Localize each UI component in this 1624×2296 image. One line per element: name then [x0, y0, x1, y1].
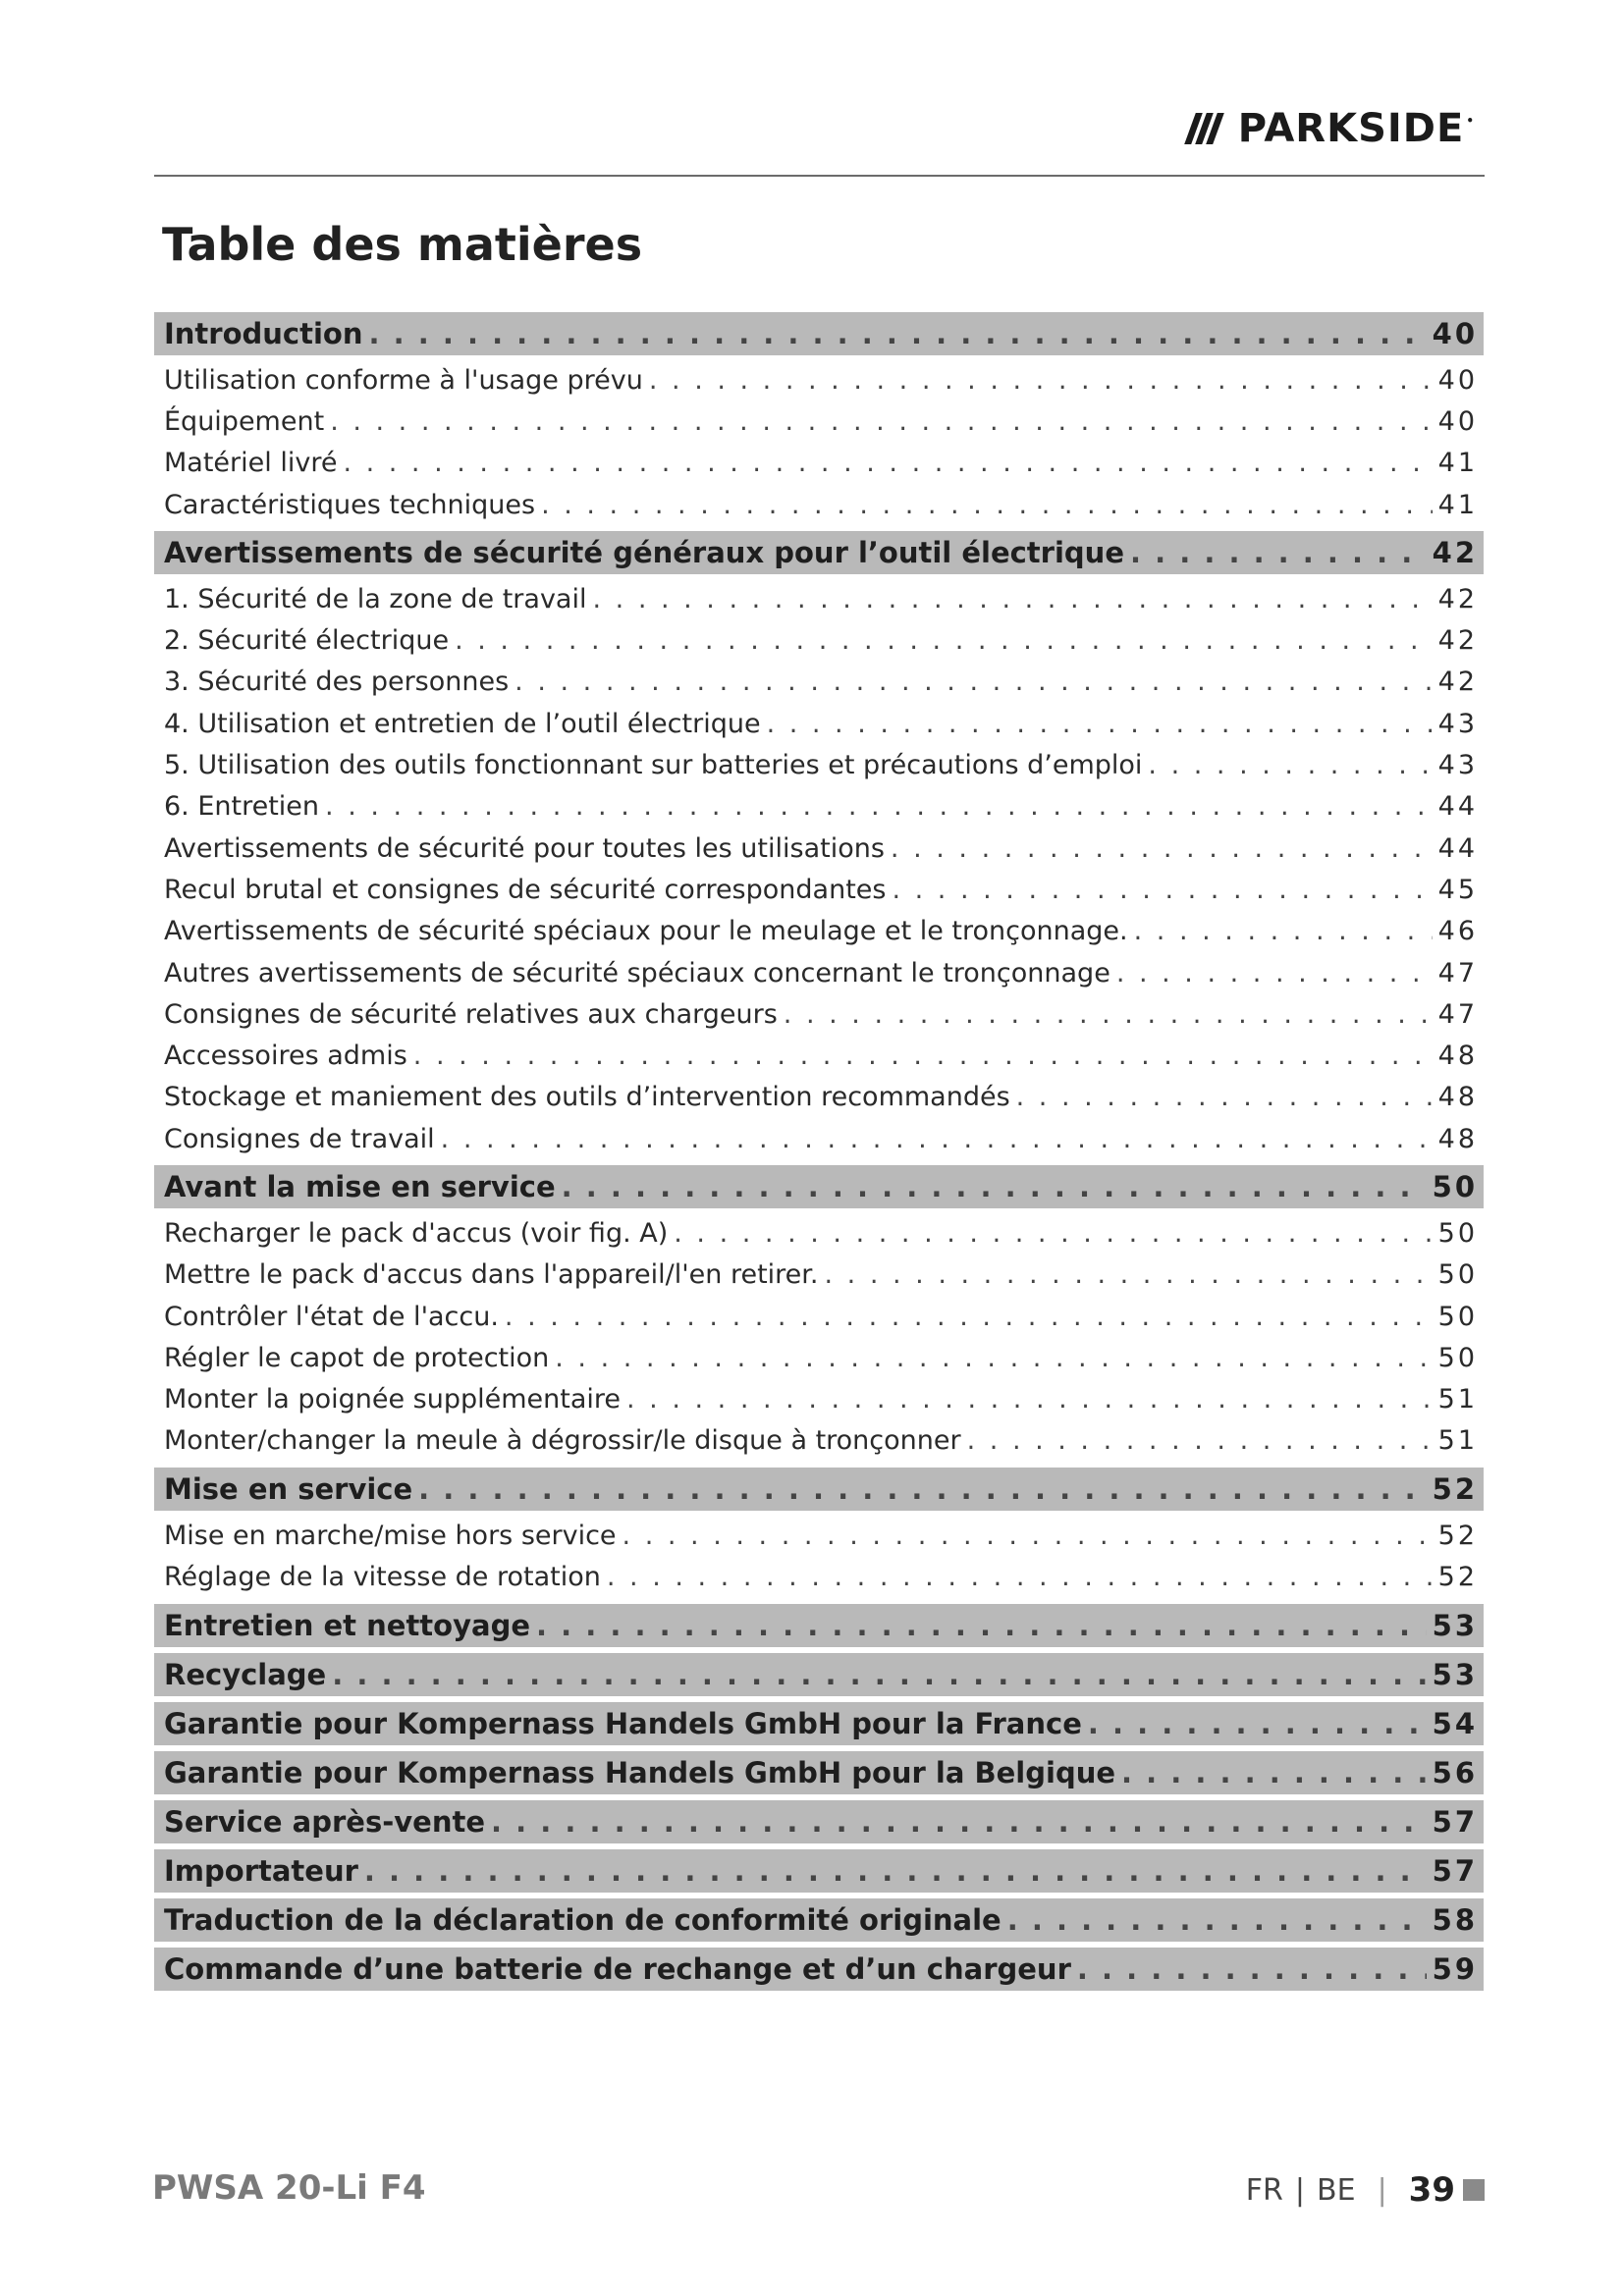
toc-entry[interactable] [154, 443, 1484, 484]
toc-entry-title: Utilisation conforme à l'usage prévu [164, 364, 643, 396]
toc-entry[interactable] [154, 1379, 1484, 1420]
leader-dots [592, 584, 1432, 614]
toc-entry-page: 41 [1437, 489, 1478, 520]
toc-entry[interactable] [154, 703, 1484, 744]
toc-entry-title: 2. Sécurité électrique [164, 625, 450, 657]
toc-entry[interactable] [154, 869, 1484, 910]
leader-dots [505, 1302, 1433, 1332]
toc-entry[interactable] [154, 400, 1484, 442]
toc-entry-title: Stockage et maniement des outils d’intervention recommandés [164, 1082, 1010, 1113]
toc-entry-page: 50 [1437, 1301, 1478, 1332]
toc-entry[interactable] [154, 1556, 1484, 1597]
toc-entry-title: Régler le capot de protection [164, 1342, 550, 1373]
toc-entry-page: 42 [1437, 625, 1478, 657]
page-title: Table des matières [162, 218, 643, 271]
page-marker-icon [1463, 2179, 1485, 2201]
toc-entry-title: Monter la poignée supplémentaire [164, 1384, 621, 1415]
toc-entry-page: 51 [1437, 1384, 1478, 1415]
toc-section-title: Mise en service [164, 1472, 413, 1507]
leader-dots [1088, 1707, 1427, 1740]
toc-entry-page: 52 [1437, 1562, 1478, 1593]
toc-entry-title: Consignes de travail [164, 1123, 435, 1154]
toc-entry-page: 43 [1437, 750, 1478, 781]
toc-entry-title: 6. Entretien [164, 791, 320, 823]
toc-section-title: Garantie pour Kompernass Handels GmbH pour la France [164, 1706, 1082, 1740]
leader-dots [623, 1521, 1433, 1551]
leader-dots [555, 1343, 1432, 1373]
toc-section[interactable] [154, 1165, 1484, 1208]
toc-entry[interactable] [154, 1077, 1484, 1118]
toc-section-page: 57 [1432, 1853, 1478, 1888]
toc-section[interactable] [154, 531, 1484, 574]
toc-entry-title: Autres avertissements de sécurité spéciaux concernant le tronçonnage [164, 957, 1110, 988]
toc-section-title: Importateur [164, 1853, 358, 1888]
toc-section-title: Recyclage [164, 1657, 327, 1691]
toc-entry[interactable] [154, 744, 1484, 785]
toc-entry[interactable] [154, 1296, 1484, 1337]
toc-entry[interactable] [154, 911, 1484, 952]
leader-dots [892, 875, 1432, 905]
toc-section-page: 56 [1432, 1755, 1478, 1789]
toc-entry-page: 45 [1437, 874, 1478, 905]
toc-entry-page: 50 [1437, 1259, 1478, 1291]
toc-section-page: 53 [1432, 1657, 1478, 1691]
leader-dots [369, 317, 1427, 350]
page-divider: | [1377, 2172, 1387, 2208]
toc-entry-page: 41 [1437, 448, 1478, 479]
toc-entry-title: Monter/changer la meule à dégrossir/le disque à tronçonner [164, 1425, 961, 1457]
language-divider: | [1294, 2172, 1306, 2208]
toc-entry-title: Avertissements de sécurité pour toutes les utilisations [164, 832, 885, 864]
toc-entry-page: 48 [1437, 1041, 1478, 1072]
toc-entry[interactable] [154, 578, 1484, 619]
toc-entry-page: 50 [1437, 1342, 1478, 1373]
leader-dots [455, 625, 1433, 656]
brand-name: PARKSIDE [1237, 106, 1465, 151]
toc-section-title: Garantie pour Kompernass Handels GmbH pour la Belgique [164, 1755, 1116, 1789]
toc-entry-title: Contrôler l'état de l'accu. [164, 1301, 499, 1332]
toc-section-page: 42 [1432, 536, 1478, 570]
page-footer [1246, 2170, 1485, 2210]
leader-dots [541, 490, 1433, 520]
leader-dots [413, 1041, 1433, 1071]
leader-dots [626, 1384, 1433, 1415]
toc-section-title: Introduction [164, 317, 363, 350]
toc-entry-page: 52 [1437, 1520, 1478, 1551]
toc-entry[interactable] [154, 1255, 1484, 1296]
toc-entry[interactable] [154, 662, 1484, 703]
leader-dots [491, 1805, 1427, 1839]
toc-entry-page: 47 [1437, 998, 1478, 1030]
toc-entry-page: 44 [1437, 832, 1478, 864]
toc-section[interactable] [154, 1468, 1484, 1511]
leader-dots [767, 709, 1433, 739]
toc-entry[interactable] [154, 1515, 1484, 1556]
leader-dots [364, 1854, 1427, 1888]
leader-dots [1116, 958, 1433, 988]
toc-entry[interactable] [154, 786, 1484, 828]
toc-section-page: 54 [1432, 1706, 1478, 1740]
leader-dots [1007, 1903, 1427, 1937]
leader-dots [330, 406, 1432, 437]
toc-entry-page: 43 [1437, 708, 1478, 739]
toc-section-title: Entretien et nettoyage [164, 1608, 530, 1642]
toc-section[interactable] [154, 312, 1484, 355]
leader-dots [1130, 536, 1427, 569]
toc-section-title: Traduction de la déclaration de conformité originale [164, 1902, 1001, 1937]
toc-entry-page: 47 [1437, 957, 1478, 988]
leader-dots [1148, 750, 1432, 780]
toc-section-page: 40 [1432, 317, 1478, 350]
toc-section[interactable] [154, 1898, 1484, 1942]
toc-entry-page: 48 [1437, 1123, 1478, 1154]
leader-dots [1077, 1952, 1427, 1986]
leader-dots [967, 1425, 1433, 1456]
toc-section-page: 53 [1432, 1608, 1478, 1642]
leader-dots [1121, 1756, 1427, 1789]
toc-entry[interactable] [154, 619, 1484, 661]
toc-entry-page: 42 [1437, 667, 1478, 698]
toc-section-page: 50 [1432, 1170, 1478, 1204]
leader-dots [441, 1124, 1433, 1154]
toc-entry-page: 51 [1437, 1425, 1478, 1457]
toc-entry[interactable] [154, 359, 1484, 400]
leader-dots [514, 667, 1432, 697]
toc-entry[interactable] [154, 993, 1484, 1035]
toc-entry[interactable] [154, 1035, 1484, 1076]
language-fr: FR [1245, 2172, 1283, 2208]
leader-dots [1016, 1082, 1433, 1112]
toc-entry-title: 1. Sécurité de la zone de travail [164, 583, 587, 614]
toc-section[interactable] [154, 1702, 1484, 1745]
leader-dots [418, 1472, 1426, 1506]
toc-entry[interactable] [154, 1118, 1484, 1159]
leader-dots [536, 1609, 1427, 1642]
toc-entry-title: Mettre le pack d'accus dans l'appareil/l'en retirer. [164, 1259, 819, 1291]
toc-entry-title: Recul brutal et consignes de sécurité correspondantes [164, 874, 887, 905]
toc-section[interactable] [154, 1751, 1484, 1794]
model-number: PWSA 20-Li F4 [152, 2168, 426, 2208]
toc-section-page: 59 [1432, 1951, 1478, 1986]
toc-section-title: Commande d’une batterie de rechange et d’un chargeur [164, 1951, 1071, 1986]
toc-entry-title: Mise en marche/mise hors service [164, 1520, 617, 1551]
toc-section[interactable] [154, 1604, 1484, 1647]
toc-entry[interactable] [154, 952, 1484, 993]
toc-entry-title: 3. Sécurité des personnes [164, 667, 510, 698]
toc-entry[interactable] [154, 1212, 1484, 1254]
toc-section[interactable] [154, 1849, 1484, 1893]
toc-entry-title: Matériel livré [164, 448, 338, 479]
toc-entry-title: 4. Utilisation et entretien de l’outil électrique [164, 708, 761, 739]
toc-entry-page: 40 [1437, 364, 1478, 396]
toc-entry-page: 46 [1437, 916, 1478, 947]
toc-entry-page: 40 [1437, 405, 1478, 437]
language-be: BE [1317, 2172, 1356, 2208]
leader-dots [607, 1562, 1433, 1592]
toc-entry-page: 50 [1437, 1217, 1478, 1249]
leader-dots [674, 1218, 1432, 1249]
toc-section-page: 57 [1432, 1804, 1478, 1839]
table-of-contents [154, 312, 1484, 1995]
toc-entry-title: Recharger le pack d'accus (voir fig. A) [164, 1217, 669, 1249]
toc-section[interactable] [154, 1948, 1484, 1991]
logo-slashes-icon [1190, 113, 1222, 144]
registered-mark: • [1466, 114, 1475, 128]
toc-entry-title: Accessoires admis [164, 1041, 407, 1072]
leader-dots [1134, 916, 1433, 946]
toc-section-page: 58 [1432, 1902, 1478, 1937]
page-number: 39 [1408, 2170, 1455, 2210]
toc-entry-title: Réglage de la vitesse de rotation [164, 1562, 601, 1593]
leader-dots [784, 999, 1433, 1030]
toc-entry-page: 44 [1437, 791, 1478, 823]
toc-section-title: Avertissements de sécurité généraux pour l’outil électrique [164, 536, 1124, 570]
toc-entry[interactable] [154, 1337, 1484, 1378]
brand-logo [1190, 106, 1475, 151]
leader-dots [343, 448, 1432, 478]
header-rule [154, 175, 1485, 177]
toc-section-title: Service après-vente [164, 1804, 486, 1839]
toc-section-title: Avant la mise en service [164, 1170, 556, 1204]
toc-entry[interactable] [154, 1420, 1484, 1462]
leader-dots [825, 1259, 1433, 1290]
toc-entry-title: Consignes de sécurité relatives aux chargeurs [164, 998, 778, 1030]
toc-section-page: 52 [1432, 1472, 1478, 1507]
toc-section[interactable] [154, 1653, 1484, 1696]
toc-entry-page: 48 [1437, 1082, 1478, 1113]
leader-dots [649, 365, 1433, 396]
toc-entry-title: 5. Utilisation des outils fonctionnant sur batteries et précautions d’emploi [164, 750, 1143, 781]
toc-entry-page: 42 [1437, 583, 1478, 614]
toc-entry-title: Avertissements de sécurité spéciaux pour le meulage et le tronçonnage. [164, 916, 1128, 947]
leader-dots [332, 1658, 1426, 1691]
toc-entry[interactable] [154, 484, 1484, 525]
toc-entry-title: Équipement [164, 405, 325, 437]
toc-entry[interactable] [154, 828, 1484, 869]
toc-entry-title: Caractéristiques techniques [164, 489, 536, 520]
leader-dots [891, 833, 1433, 864]
leader-dots [325, 791, 1433, 822]
toc-section[interactable] [154, 1800, 1484, 1843]
leader-dots [562, 1170, 1427, 1203]
